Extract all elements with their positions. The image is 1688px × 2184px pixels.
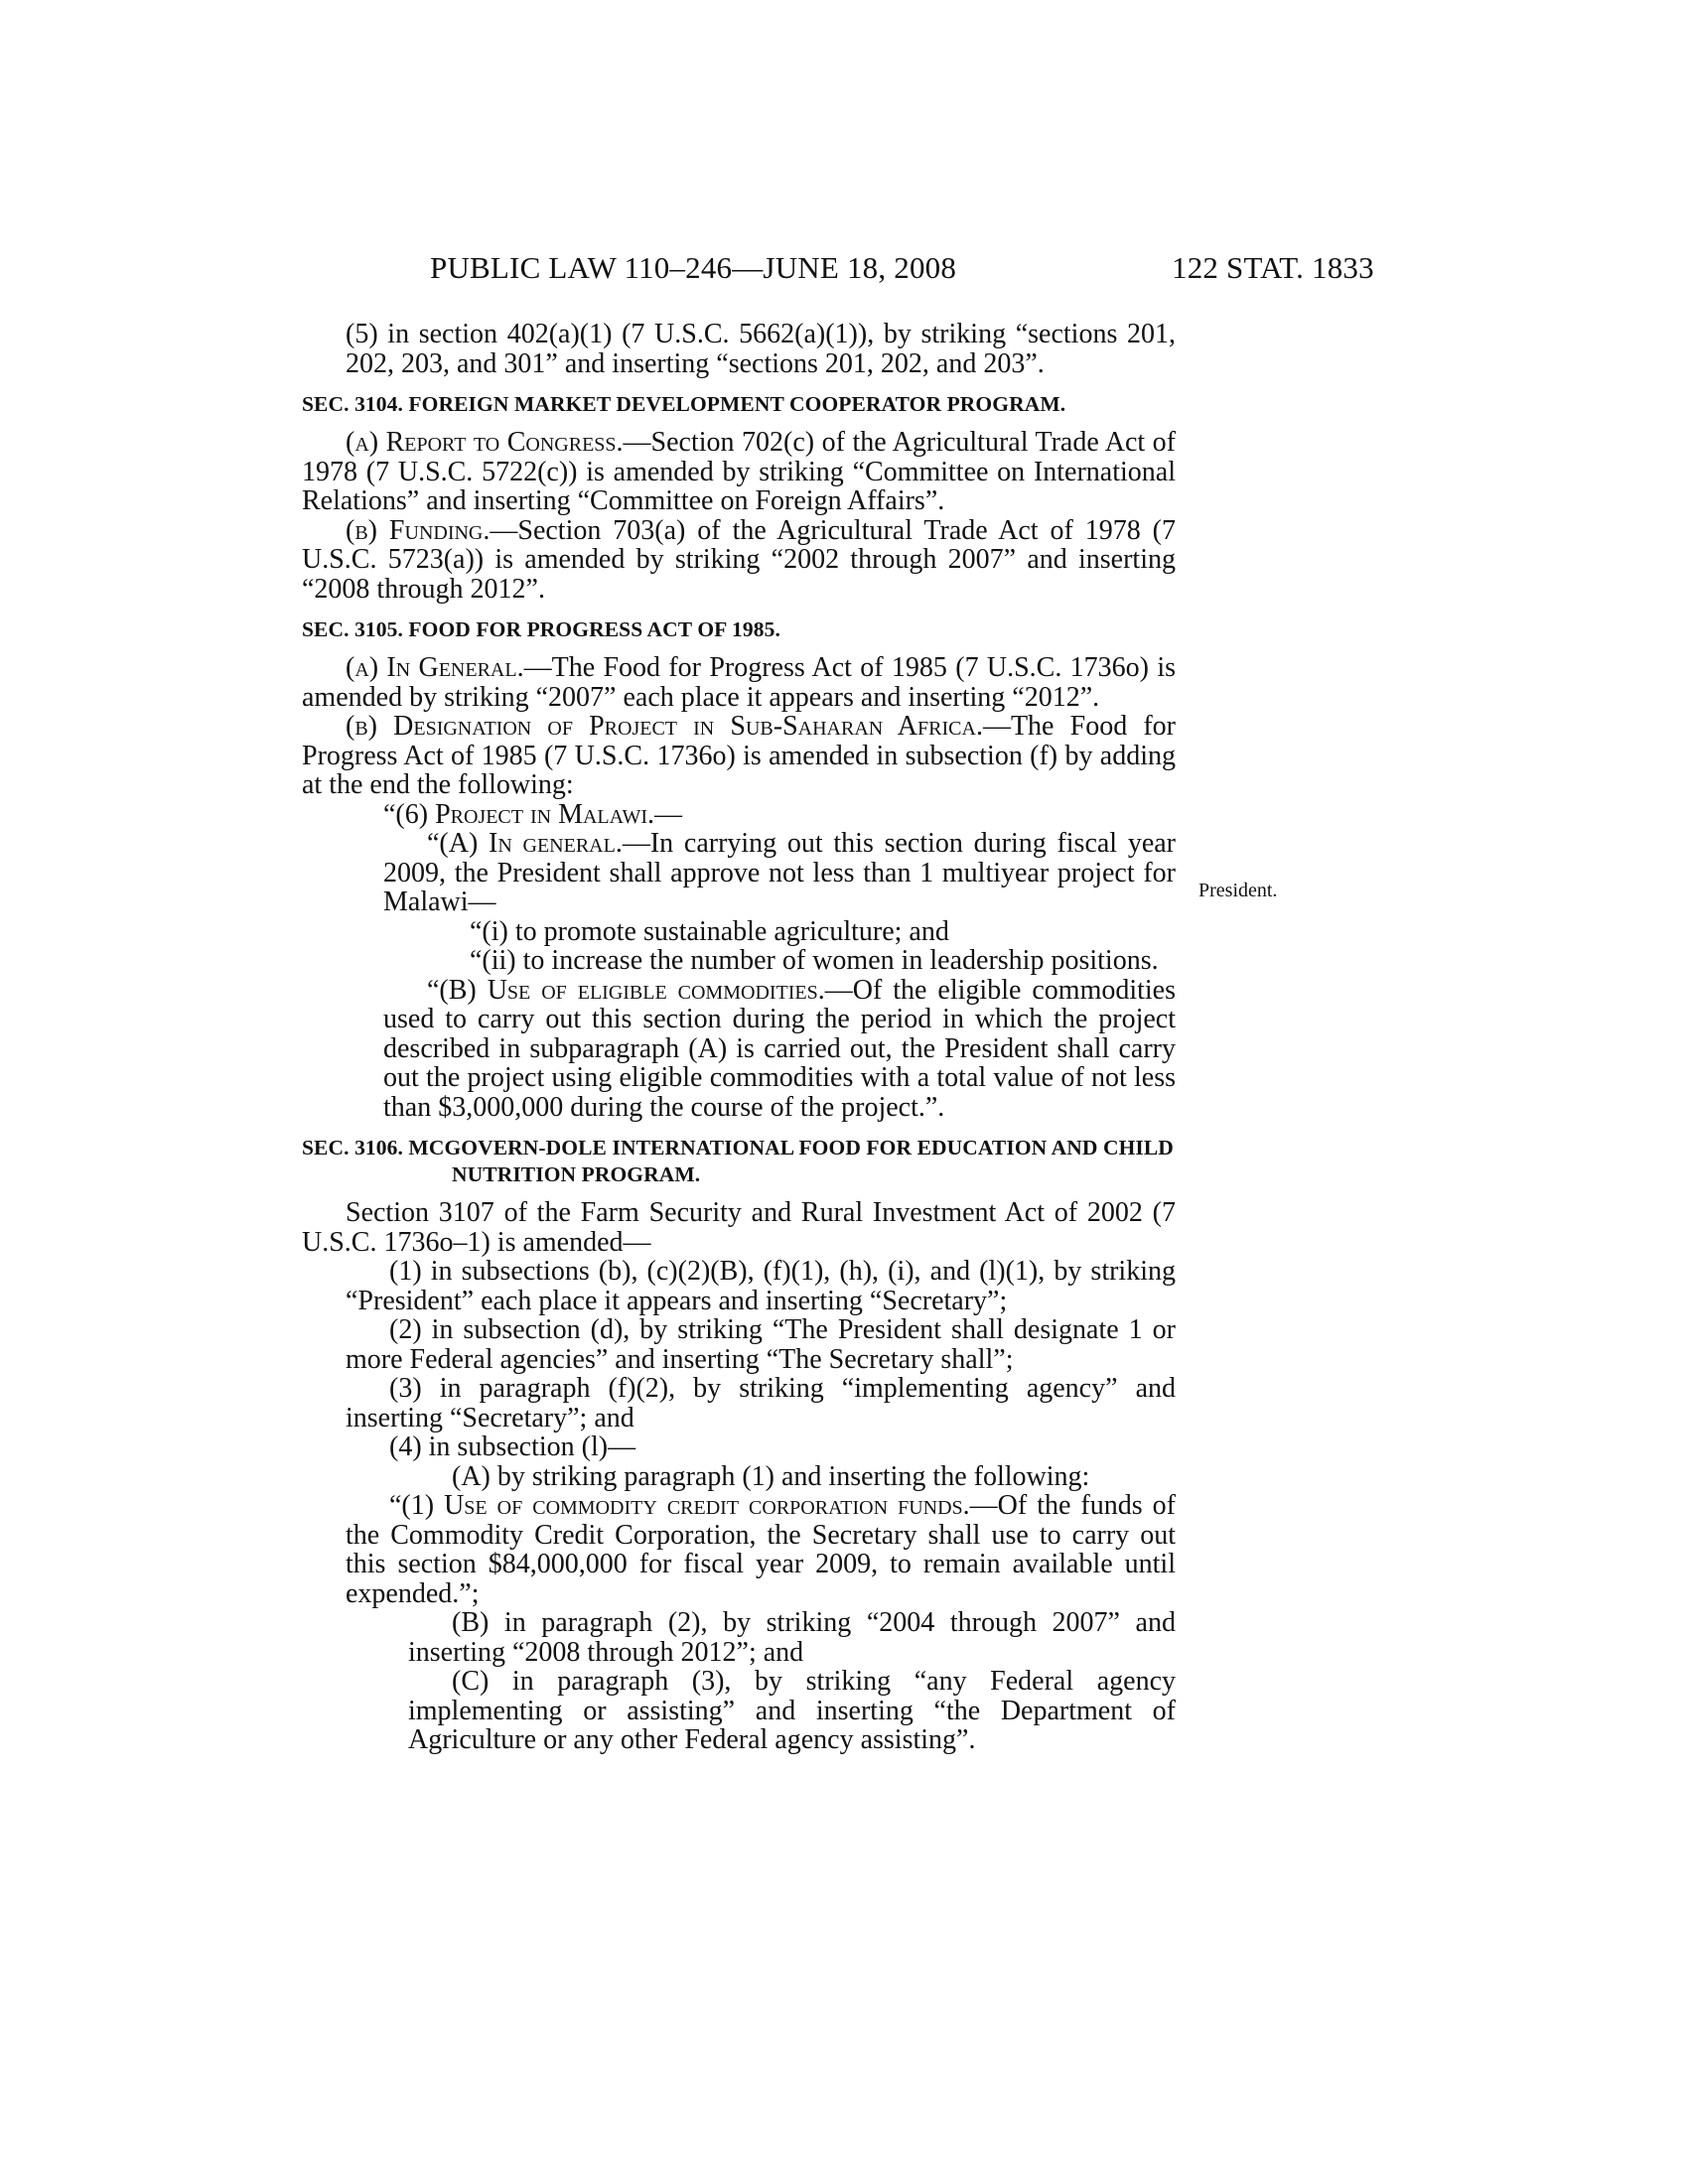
running-header-stat-page: 122 STAT. 1833: [1172, 250, 1374, 285]
quoted-paragraph-1-text: —Of the funds of the Commodity Credit Corporation, the Secretary shall use to carry out this section $84,000,000 for fiscal year 2009, to remain available until expended.”;: [346, 1490, 1176, 1609]
subsection-3105-a: [302, 653, 1176, 712]
subsection-3104-a-heading: (a) Report to Congress.: [346, 427, 624, 458]
section-heading-3104: SEC. 3104. FOREIGN MARKET DEVELOPMENT COOPERATOR PROGRAM.: [302, 392, 1066, 416]
quoted-paragraph-6-text: —: [654, 798, 683, 830]
statute-body: [302, 320, 1176, 1755]
subsection-3104-b: [302, 516, 1176, 605]
subsection-3105-b: [302, 712, 1176, 800]
quoted-subparagraph-a: [302, 829, 1176, 917]
subsection-3104-b-heading: (b) Funding.: [346, 514, 491, 546]
section-3106-item-4: (4) in subsection (l)—: [389, 1432, 636, 1462]
quoted-subparagraph-b-heading: “(B) Use of eligible commodities.: [427, 974, 825, 1006]
quoted-subparagraph-a-heading: “(A) In general.: [427, 828, 623, 859]
section-heading-3106: SEC. 3106. MCGOVERN-DOLE INTERNATIONAL FOOD FOR EDUCATION AND CHILD NUTRITION PROGRAM.: [302, 1136, 1174, 1186]
subsection-3105-a-text: —The Food for Progress Act of 1985 (7 U.S.C. 1736o) is amended by striking “2007” each place it appears and inserting “2012”.: [302, 652, 1176, 713]
subsection-3104-a-text: —Section 702(c) of the Agricultural Trade Act of 1978 (7 U.S.C. 5722(c)) is amended by striking “Committee on International Relations” and inserting “Committee on Foreign Affairs”.: [302, 427, 1177, 516]
subsection-3104-a: [302, 428, 1176, 516]
quoted-paragraph-1: [302, 1491, 1176, 1608]
quoted-paragraph-6: [302, 800, 1176, 830]
margin-note: President.: [1198, 880, 1278, 901]
quoted-clause-i: “(i) to promote sustainable agriculture; and: [470, 915, 949, 947]
section-3106-item-4-b: (B) in paragraph (2), by striking “2004 through 2007” and inserting “2008 through 2012”; and: [408, 1607, 1176, 1668]
quoted-subparagraph-b: [302, 976, 1176, 1123]
subsection-3105-b-text: —The Food for Progress Act of 1985 (7 U.S.C. 1736o) is amended in subsection (f) by adding at the end the following:: [302, 711, 1176, 800]
quoted-subparagraph-a-text: —In carrying out this section during fiscal year 2009, the President shall approve not less than 1 multiyear project for Malawi—: [383, 828, 1176, 917]
section-3106-item-3: (3) in paragraph (f)(2), by striking “implementing agency” and inserting “Secretary”; and: [346, 1373, 1176, 1433]
section-3106-intro: Section 3107 of the Farm Security and Rural Investment Act of 2002 (7 U.S.C. 1736o–1) is amended—: [302, 1197, 1176, 1258]
section-3106-item-4-a: (A) by striking paragraph (1) and inserting the following:: [452, 1460, 1090, 1492]
quoted-paragraph-1-heading: “(1) Use of commodity credit corporation funds.: [389, 1490, 970, 1521]
section-heading-3105: SEC. 3105. FOOD FOR PROGRESS ACT OF 1985.: [302, 617, 780, 641]
paragraph-5: (5) in section 402(a)(1) (7 U.S.C. 5662(a)(1)), by striking “sections 201, 202, 203, and 301” and inserting “sections 201, 202, and 203”.: [346, 319, 1176, 379]
quoted-subparagraph-b-text: —Of the eligible commodities used to carry out this section during the period in which the project described in subparagraph (A) is carried out, the President shall carry out the project using eligible commodities with a total value of not less than $3,000,000 during the course of the project.”.: [383, 974, 1177, 1123]
subsection-3105-b-heading: (b) Designation of Project in Sub-Saharan Africa.: [346, 711, 983, 742]
section-3106-item-2: (2) in subsection (d), by striking “The President shall designate 1 or more Federal agencies” and inserting “The Secretary shall”;: [346, 1314, 1176, 1375]
quoted-paragraph-6-heading: “(6) Project in Malawi.: [383, 798, 655, 830]
quoted-clause-ii: “(ii) to increase the number of women in leadership positions.: [470, 945, 1159, 976]
section-3106-item-1: (1) in subsections (b), (c)(2)(B), (f)(1), (h), (i), and (l)(1), by striking “President” each place it appears and inserting “Secretary”;: [346, 1256, 1176, 1316]
subsection-3105-a-heading: (a) In General.: [346, 652, 524, 683]
running-header-title: PUBLIC LAW 110–246—JUNE 18, 2008: [430, 250, 957, 285]
subsection-3104-b-text: —Section 703(a) of the Agricultural Trade Act of 1978 (7 U.S.C. 5723(a)) is amended by striking “2002 through 2007” and inserting “2008 through 2012”.: [302, 514, 1176, 605]
section-3106-item-4-c: (C) in paragraph (3), by striking “any Federal agency implementing or assisting” and inserting “the Department of Agriculture or any other Federal agency assisting”.: [408, 1666, 1176, 1755]
